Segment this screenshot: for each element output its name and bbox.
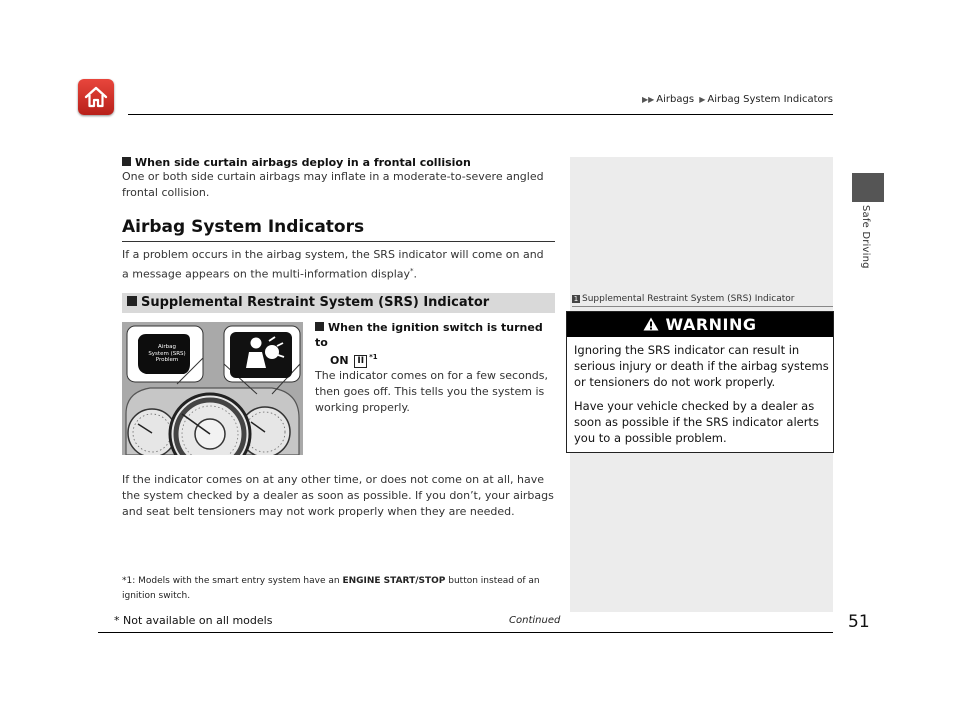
multi-information-display-message: Airbag System (SRS) Problem bbox=[148, 344, 186, 363]
ignition-key-position-icon: II bbox=[354, 355, 367, 368]
square-bullet-icon bbox=[127, 296, 137, 306]
home-icon bbox=[83, 84, 109, 110]
header-divider bbox=[128, 114, 833, 115]
srs-section-header: Supplemental Restraint System (SRS) Indicator bbox=[122, 293, 555, 313]
square-bullet-icon bbox=[315, 322, 324, 331]
breadcrumb-arrow-icon: ▶ bbox=[699, 95, 706, 104]
title-divider bbox=[122, 241, 555, 242]
ignition-heading: When the ignition switch is turned to ON II $^{*1}$ bbox=[315, 321, 543, 367]
warning-paragraph-2: Have your vehicle checked by a dealer as soon as possible if the SRS indicator alerts you to a possible problem. bbox=[574, 399, 819, 445]
continued-label: Continued bbox=[509, 615, 561, 626]
home-button[interactable] bbox=[78, 79, 114, 115]
indicator-problem-paragraph: If the indicator comes on at any other time, or does not come on at all, have the system checked by a dealer as soon as possible. If you don’t, your airbags and seat belt tensioners may not work properly when they are needed. bbox=[122, 473, 554, 518]
ignition-subsection bbox=[315, 320, 555, 416]
side-note-divider bbox=[572, 306, 833, 307]
not-all-models-star: * bbox=[410, 267, 414, 275]
footer-divider bbox=[98, 632, 833, 633]
warning-header: WARNING bbox=[567, 312, 833, 337]
breadcrumb-airbags[interactable]: Airbags bbox=[656, 94, 695, 105]
page-number: 51 bbox=[848, 612, 870, 632]
instrument-cluster-illustration bbox=[122, 322, 303, 455]
chapter-tab[interactable] bbox=[852, 173, 884, 202]
footnote: *1: Models with the smart entry system have an ENGINE START/STOP button instead of an ignition switch. bbox=[122, 576, 540, 601]
reference-icon: 1 bbox=[573, 295, 579, 303]
square-bullet-icon bbox=[122, 157, 131, 166]
page-title: Airbag System Indicators bbox=[122, 217, 365, 237]
curtain-airbag-body: One or both side curtain airbags may inflate in a moderate-to-severe angled frontal collision. bbox=[122, 170, 544, 199]
not-all-models-note: * Not available on all models bbox=[114, 614, 273, 627]
breadcrumb bbox=[640, 94, 833, 105]
breadcrumb-arrow-icon: ▶▶ bbox=[641, 95, 655, 104]
breadcrumb-current: Airbag System Indicators bbox=[707, 94, 833, 105]
warning-paragraph-1: Ignoring the SRS indicator can result in serious injury or death if the airbag systems or tensioners do not work properly. bbox=[574, 343, 829, 389]
warning-box bbox=[566, 311, 834, 453]
curtain-airbag-heading: When side curtain airbags deploy in a frontal collision bbox=[122, 156, 562, 169]
airbag-indicators-intro: If a problem occurs in the airbag system, the SRS indicator will come on and a message appears on the multi-information display*. bbox=[122, 248, 544, 281]
side-note-heading[interactable]: 1 Supplemental Restraint System (SRS) Indicator bbox=[573, 294, 795, 304]
warning-triangle-icon bbox=[643, 317, 659, 331]
ignition-body: The indicator comes on for a few seconds, then goes off. This tells you the system is working properly. bbox=[315, 368, 549, 414]
chapter-label: Safe Driving bbox=[860, 205, 871, 269]
curtain-airbag-section bbox=[122, 156, 562, 201]
